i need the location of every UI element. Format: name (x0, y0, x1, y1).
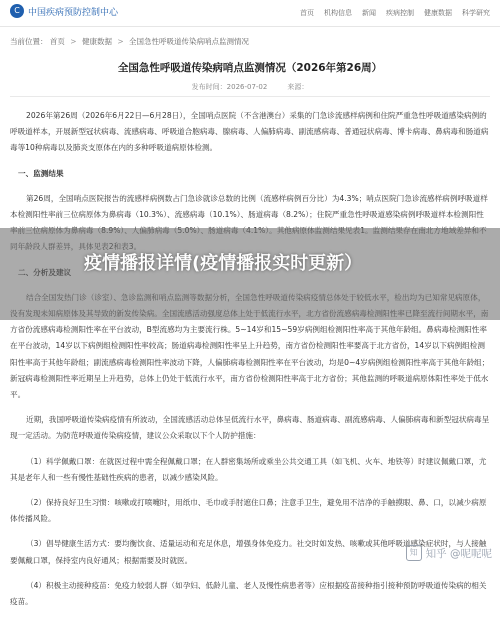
cdc-emblem-icon: C (10, 4, 24, 18)
article-body (10, 108, 490, 619)
nav-item-research[interactable]: 科学研究 (462, 9, 490, 17)
top-navigation (300, 8, 490, 18)
zhihu-watermark (406, 545, 492, 561)
title-divider (10, 96, 490, 97)
advice-hygiene: （2）保持良好卫生习惯：咳嗽或打喷嚏时，用纸巾、毛巾或手肘遮住口鼻；注意手卫生，避免用不洁净的手触摸眼、鼻、口，以减少病原体传播风险。 (10, 498, 487, 524)
article-source: 来源： (287, 83, 309, 91)
breadcrumb-current[interactable]: 全国急性呼吸道传染病哨点监测情况 (129, 37, 250, 46)
breadcrumb-separator: > (70, 37, 77, 46)
article-title: 全国急性呼吸道传染病哨点监测情况（2026年第26周） (117, 62, 383, 74)
watermark-text: 知乎 @呢呢呢 (425, 547, 492, 560)
breadcrumb-prefix: 当前位置： (10, 37, 48, 46)
zhihu-icon: 知 (406, 545, 422, 561)
advice-intro-paragraph: 近期，我国呼吸道传染病疫情有所波动，全国流感活动总体呈低流行水平，鼻病毒、肠道病毒、副流感病毒、人偏肺病毒和新型冠状病毒呈现一定活动。为防范呼吸道传染病疫情，建议公众采取以下个人防护措施： (10, 415, 490, 441)
nav-item-health-data[interactable]: 健康数据 (424, 9, 452, 17)
advice-mask: （1）科学佩戴口罩：在就医过程中需全程佩戴口罩；在人群密集场所或乘坐公共交通工具（如飞机、火车、地铁等）时建议佩戴口罩，尤其是老年人和一些有慢性基础性疾病的患者，以减少感染风险。 (10, 456, 487, 482)
site-logo[interactable] (10, 4, 118, 18)
nav-item-news[interactable]: 新闻 (362, 9, 376, 17)
headline-overlay-text: 疫情播报详情(疫情播报实时更新） (84, 253, 363, 274)
breadcrumb-health-data[interactable]: 健康数据 (81, 37, 112, 46)
intro-paragraph: 2026年第26周（2026年6月22日—6月28日），全国哨点医院（不含港澳台）采集的门急诊流感样病例和住院严重急性呼吸道感染病例的呼吸道样本，开展新型冠状病毒、流感病毒、呼吸道合胞病毒、腺病毒、人偏肺病毒、副流感病毒、普通冠状病毒、博卡病毒、鼻病毒和肠道病毒等10种病毒以及肺炎支原体在内的多种呼吸道病原体检测。 (10, 111, 489, 153)
breadcrumb (10, 36, 249, 47)
publish-date: 发布时间：2026-07-02 (191, 83, 268, 91)
article-meta (0, 82, 500, 92)
section-heading-results: 一、监测结果 (18, 168, 64, 178)
nav-item-disease-control[interactable]: 疾病控制 (386, 9, 414, 17)
nav-item-organization[interactable]: 机构信息 (324, 9, 352, 17)
breadcrumb-separator: > (117, 37, 124, 46)
results-paragraph: 第26周，全国哨点医院报告的流感样病例数占门急诊就诊总数的比例（流感样病例百分比）为4.3%；哨点医院门急诊流感样病例呼吸道样本检测阳性率前三位病原体为鼻病毒（10.3%）、流感病毒（10.1%）、肠道病毒（8.2%）；住院严重急性呼吸道感染病例呼吸道样本检测阳性 (10, 193, 488, 220)
advice-lifestyle: （3）倡导健康生活方式：要均衡饮食、适量运动和充足休息，增强身体免疫力。社交时如发热、咳嗽或其他呼吸道感染症状时，与人接触要佩戴口罩，保持室内良好通风；根据需要及时就医。 (10, 539, 487, 565)
advice-vaccine: （4）积极主动接种疫苗：免疫力较弱人群（如孕妇、低龄儿童、老人及慢性病患者等）应根据疫苗接种指引接种预防呼吸道传染病的相关疫苗。 (10, 580, 487, 607)
analysis-paragraph: 方省份流感病毒检测阳性率在平台波动，B型流感均为主要流行株。5~14岁和15~59岁病例组检测阳性率高于其他年龄组。鼻病毒检测阳性率在平台波动，14岁以下病例组检测阳性率较高；肠道病毒检测阳性率呈上升趋势，南方省份检测阳性率要高于北方省份，14岁以下病例组检测阳性率高于其他年龄组；副流感病毒检测阳性率波动下降，人偏肺病毒检测阳性率在平台波动，均是0~4岁病例组检测阳性率高于其他年龄组；新冠病毒检测阳性率近期呈上升趋势，总体上仍处于低流行水平，南方省份检测阳性率高于北方省份；其他监测的呼吸道病原体阳性率处于低水平。 (10, 325, 490, 400)
site-header (0, 0, 500, 27)
breadcrumb-home[interactable]: 首页 (49, 37, 65, 46)
site-name: 中国疾病预防控制中心 (28, 7, 119, 18)
nav-item-home[interactable]: 首页 (300, 9, 314, 17)
